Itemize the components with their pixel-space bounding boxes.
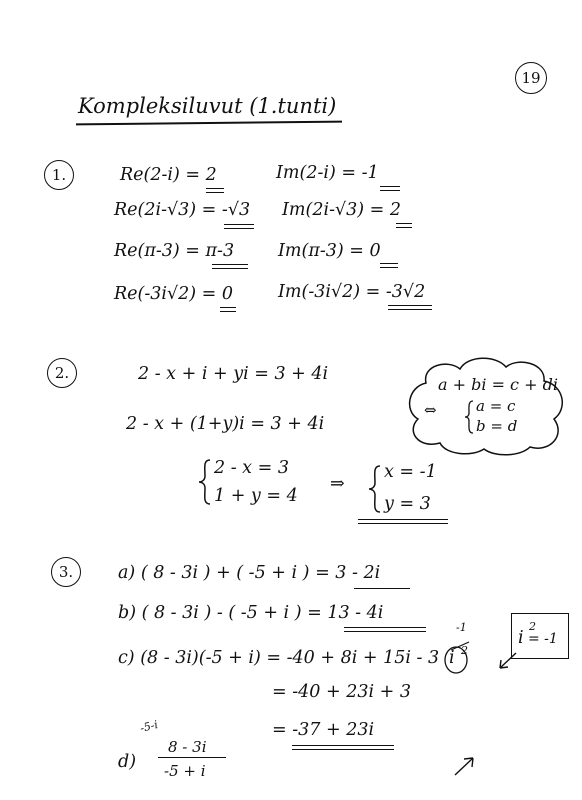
answer-underline xyxy=(344,627,426,632)
note-brace-icon xyxy=(464,399,474,435)
note-sys-1: a = c xyxy=(476,397,516,415)
problem-1-number: 1. xyxy=(44,160,74,190)
note-box xyxy=(511,613,569,659)
p1-row3-im: Im(π-3) = 0 xyxy=(278,241,381,261)
title-underline xyxy=(76,121,342,125)
answer-underline xyxy=(396,223,412,228)
arrow-icon xyxy=(452,754,476,778)
p3-c1-exp: 2 xyxy=(461,644,468,657)
problem-2-number: 2. xyxy=(47,358,77,388)
p2-line2: 2 - x + (1+y)i = 3 + 4i xyxy=(126,414,325,434)
box-value: = -1 xyxy=(528,631,558,647)
answer-underline xyxy=(380,186,400,191)
answer-underline xyxy=(292,745,394,750)
p3-c3: = -37 + 23i xyxy=(272,720,375,740)
p1-row4-re: Re(-3i√2) = 0 xyxy=(114,284,234,304)
p1-row1-re: Re(2-i) = 2 xyxy=(120,165,217,185)
page-number: 19 xyxy=(515,62,547,94)
fraction-bar xyxy=(158,757,226,758)
implies-arrow: ⇒ xyxy=(330,474,345,494)
p2-line1: 2 - x + i + yi = 3 + 4i xyxy=(138,364,329,384)
box-exp: 2 xyxy=(529,620,536,633)
p3-d-multiplier: -5-i xyxy=(138,718,160,735)
p3-d-label: d) xyxy=(118,752,137,772)
p3-c1: c) (8 - 3i)(-5 + i) = -40 + 8i + 15i - 3 xyxy=(118,648,440,668)
note-equation: a + bi = c + di xyxy=(438,375,558,394)
p1-row2-re: Re(2i-√3) = -√3 xyxy=(114,200,251,220)
brace-left-icon xyxy=(198,458,212,506)
p3-a: a) ( 8 - 3i ) + ( -5 + i ) = 3 - 2i xyxy=(118,563,381,583)
answer-underline xyxy=(388,305,432,310)
p1-row2-im: Im(2i-√3) = 2 xyxy=(282,200,402,220)
p3-c1-i: i xyxy=(449,648,455,668)
answer-underline xyxy=(354,588,410,589)
p3-c2: = -40 + 23i + 3 xyxy=(272,682,411,702)
arrow-icon xyxy=(496,650,518,672)
p3-d-denominator: -5 + i xyxy=(164,762,206,780)
page-title: Kompleksiluvut (1.tunti) xyxy=(78,94,337,118)
answer-underline xyxy=(380,263,398,268)
p3-d-numerator: 8 - 3i xyxy=(168,738,207,756)
answer-underline xyxy=(212,264,248,269)
p2-sys-left-2: 1 + y = 4 xyxy=(214,486,298,506)
answer-underline xyxy=(220,307,236,312)
note-iff: ⇔ xyxy=(424,401,437,419)
note-sys-2: b = d xyxy=(476,417,518,435)
p2-sys-right-1: x = -1 xyxy=(384,462,437,482)
p3-b: b) ( 8 - 3i ) - ( -5 + i ) = 13 - 4i xyxy=(118,603,384,623)
p2-sys-right-2: y = 3 xyxy=(384,494,431,514)
answer-underline xyxy=(224,224,254,229)
answer-underline xyxy=(206,188,224,193)
brace-right-icon xyxy=(368,464,382,514)
p1-row3-re: Re(π-3) = π-3 xyxy=(114,241,235,261)
box-i: i xyxy=(518,628,524,648)
p1-row4-im: Im(-3i√2) = -3√2 xyxy=(278,282,426,302)
p3-c1-sub: -1 xyxy=(456,621,467,634)
p1-row1-im: Im(2-i) = -1 xyxy=(276,163,379,183)
answer-underline xyxy=(358,519,448,524)
note-cloud xyxy=(404,353,570,457)
p2-sys-left-1: 2 - x = 3 xyxy=(214,458,289,478)
problem-3-number: 3. xyxy=(51,557,81,587)
